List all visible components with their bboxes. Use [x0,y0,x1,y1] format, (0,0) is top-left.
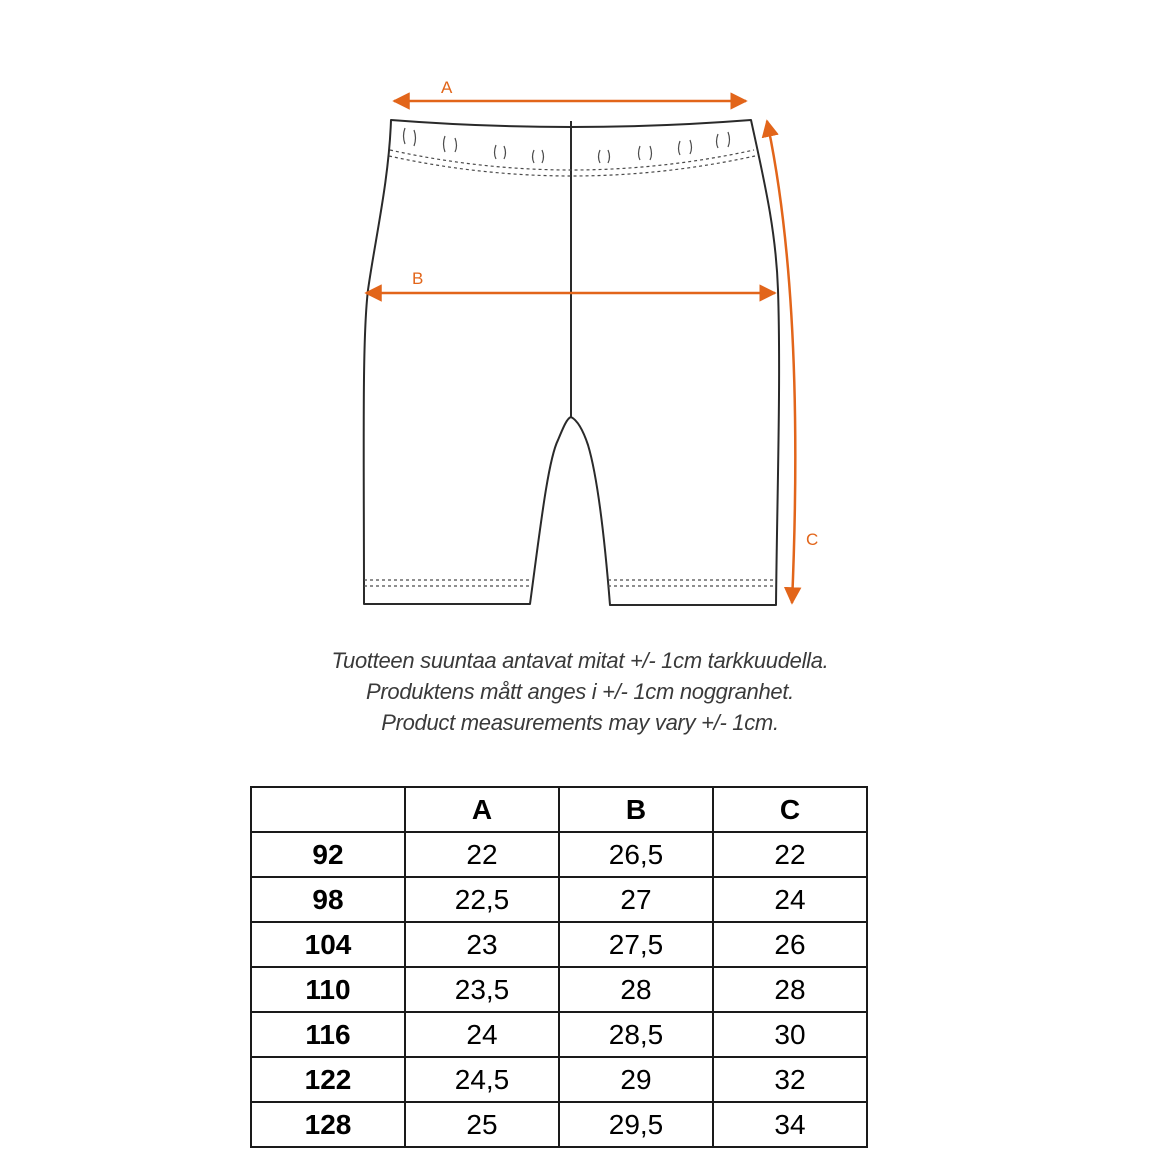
value-c-cell: 22 [713,832,867,877]
arrow-c [767,121,795,603]
dimension-c [767,121,818,603]
value-c-cell: 26 [713,922,867,967]
label-c: C [806,530,819,549]
value-b-cell: 27 [559,877,713,922]
size-cell: 104 [251,922,405,967]
table-row [251,877,867,922]
value-a-cell: 25 [405,1102,559,1147]
value-c-cell: 32 [713,1057,867,1102]
waistband-gathers [404,128,730,163]
value-c-cell: 24 [713,877,867,922]
size-cell: 116 [251,1012,405,1057]
value-a-cell: 24 [405,1012,559,1057]
table-row [251,922,867,967]
table-row [251,1102,867,1147]
label-a: A [441,78,453,97]
value-b-cell: 27,5 [559,922,713,967]
shorts-outline [364,120,779,605]
size-cell: 128 [251,1102,405,1147]
note-english: Product measurements may vary +/- 1cm. [381,710,779,735]
value-b-cell: 28 [559,967,713,1012]
note-swedish: Produktens mått anges i +/- 1cm noggranhet. [366,679,794,704]
label-b: B [412,269,424,288]
table-row [251,967,867,1012]
table-corner-cell [251,787,405,832]
table-row [251,1012,867,1057]
value-b-cell: 26,5 [559,832,713,877]
header-b: B [559,787,713,832]
size-cell: 122 [251,1057,405,1102]
measurement-notes [0,645,1160,738]
value-c-cell: 28 [713,967,867,1012]
value-b-cell: 29 [559,1057,713,1102]
table-row [251,832,867,877]
table-row [251,1057,867,1102]
header-a: A [405,787,559,832]
size-chart-table [250,786,868,1148]
size-cell: 92 [251,832,405,877]
value-a-cell: 24,5 [405,1057,559,1102]
value-a-cell: 23,5 [405,967,559,1012]
hem-stitching [364,580,776,586]
dimension-a [394,78,746,101]
table-header-row [251,787,867,832]
note-finnish: Tuotteen suuntaa antavat mitat +/- 1cm tarkkuudella. [331,648,829,673]
value-c-cell: 30 [713,1012,867,1057]
value-a-cell: 22,5 [405,877,559,922]
value-b-cell: 28,5 [559,1012,713,1057]
value-b-cell: 29,5 [559,1102,713,1147]
header-c: C [713,787,867,832]
value-c-cell: 34 [713,1102,867,1147]
size-cell: 98 [251,877,405,922]
value-a-cell: 22 [405,832,559,877]
value-a-cell: 23 [405,922,559,967]
size-cell: 110 [251,967,405,1012]
